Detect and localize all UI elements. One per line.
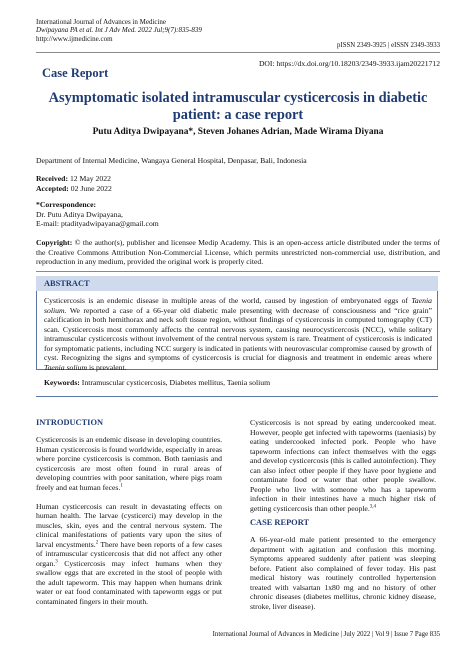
- intro-p2-text: Human cysticercosis can result in devastating effects on human health. The larvae (cysticerci) may develop in the muscles, skin, eyes and the central nervous system. The clinical manifestations of patients vary upon the sites of larval encystments.: [36, 501, 222, 549]
- keywords: [44, 378, 432, 388]
- abstract-rule: [36, 396, 438, 397]
- intro-p2b-ref: 3: [55, 558, 58, 564]
- title-line-1: Asymptomatic isolated intramuscular cysticercosis in diabetic: [48, 90, 428, 106]
- title-line-2: patient: a case report: [172, 107, 304, 123]
- right-p1-ref: 3,4: [369, 503, 377, 509]
- journal-name: International Journal of Advances in Medicine: [36, 18, 167, 26]
- correspondence-email[interactable]: E-mail: ptadityadwipayana@gmail.com: [36, 219, 159, 228]
- page-footer: International Journal of Advances in Medicine | July 2022 | Vol 9 | Issue 7 Page 835: [212, 631, 440, 638]
- intro-p2-ref: 2: [95, 539, 99, 545]
- accepted-label: Accepted:: [36, 183, 69, 193]
- copyright: [36, 238, 440, 267]
- article-title: [36, 90, 440, 124]
- abstract-species-2: Taenia solium: [44, 362, 88, 372]
- citation: Dwipayana PA et al. Int J Adv Med. 2022 Jul;9(7):835-839: [36, 26, 202, 35]
- right-p1-text: Cysticercosis is not spread by eating undercooked meat. However, people get infected with tapeworms (taeniasis) by eating undercooked infected pork. People who have tapeworm infections can infect themselves with the eggs and develop cysticercosis (this is called autoinfection). They can also infect other people if they have poor hygiene and contaminate food or water that other people swallow. People who live with someone who has a tapeworm infection in their intestines have a much higher risk of getting cysticercosis than other people.: [250, 418, 437, 513]
- introduction-column: [36, 435, 222, 616]
- correspondence: [36, 200, 336, 229]
- case-report-heading: CASE REPORT: [250, 518, 310, 527]
- abstract-text: [44, 296, 432, 372]
- copyright-label: Copyright:: [36, 238, 73, 247]
- journal-url[interactable]: http://www.ijmedicine.com: [36, 34, 113, 43]
- case-report-column: [250, 535, 436, 621]
- keywords-text: Intramuscular cysticercosis, Diabetes mellitus, Taenia solium: [81, 378, 271, 387]
- right-column: [250, 418, 436, 523]
- abstract-part-2: We reported a case of a 66-year old diabetic male presenting with decrease of consciousness and “rice grain” calcification in both hemithorax and neck soft tissue region, without findings of cysticercosis in computed tomography (CT) scan. Cysticercosis most commonly affects the central nervous system, causing neurocysticercosis (NCC), while solitary intramuscular cysticercosis without involvement of the central nervous system is rare. Treatment of cysticercosis is indicated for symptomatic patients, including NCC surgery is indicated in patients with neurovascular compromise caused by growth of cyst. Recognizing the signs and symptoms of cysticercosis is crucial for diagnosis and treatment in endemic areas where: [44, 305, 432, 362]
- copyright-text: © the author(s), publisher and licensee Medip Academy. This is an open-access article distributed under the terms of the Creative Commons Attribution Non-Commercial License, which permits unrestricted non-commercial use, distribution, and reproduction in any medium, provided the original work is properly cited.: [36, 238, 441, 266]
- dates: [36, 174, 336, 193]
- doi[interactable]: DOI: https://dx.doi.org/10.18203/2349-3933.ijam20221712: [258, 59, 440, 68]
- journal-header: [36, 18, 276, 43]
- intro-paragraph-2: [36, 502, 222, 607]
- issn: pISSN 2349-3925 | eISSN 2349-3933: [337, 42, 440, 49]
- intro-paragraph-1: [36, 435, 222, 492]
- accepted-date: 02 June 2022: [70, 183, 112, 193]
- abstract-part-3: is prevalent.: [89, 362, 127, 372]
- authors: Putu Aditya Dwipayana*, Steven Johanes Adrian, Made Wirama Diyana: [92, 127, 384, 137]
- received-date: 12 May 2022: [69, 174, 111, 183]
- copyright-rule: [36, 271, 440, 272]
- article-type: Case Report: [42, 66, 109, 80]
- keywords-label: Keywords:: [44, 378, 80, 387]
- right-paragraph-1: [250, 418, 436, 513]
- intro-p2c-text: Cysticercosis may infect humans when they swallow eggs that are excreted in the stool of people with the adult tapeworm. This may happen when humans drink water or eat food contaminated with tapeworm eggs or put contaminated fingers in their mouth.: [36, 558, 223, 606]
- abstract-part-1: Cysticercosis is an endemic disease in multiple areas of the world, caused by ingestion of embryonated eggs of: [44, 296, 409, 305]
- intro-p2b-text: There have been reports of a few cases of intramuscular cysticercosis that did not affect any other organ.: [36, 539, 222, 568]
- affiliation: Department of Internal Medicine, Wangaya General Hospital, Denpasar, Bali, Indonesia: [36, 156, 307, 165]
- abstract-species-1: Taenia solium.: [44, 296, 433, 315]
- header-rule: [36, 52, 440, 53]
- received-label: Received:: [36, 174, 69, 183]
- case-paragraph-1: A 66-year-old male patient presented to the emergency department with agitation and confusion this morning. Symptoms appeared suddenly after patient was sleeping before. Patient also complained of fever today. His past medical history was routinely controlled hypertension treated with valsartan 1x80 mg and no history of other chronic diseases (diabetes mellitus, chronic kidney disease, stroke, liver disease).: [250, 535, 436, 611]
- intro-p1-ref: 1: [120, 482, 123, 488]
- abstract-heading: ABSTRACT: [36, 276, 438, 291]
- intro-p1-text: Cysticercosis is an endemic disease in developing countries. Human cysticercosis is found worldwide, especially in areas where porcine cysticercosis is common. Both taeniasis and cysticercosis are most often found in rural areas of developing countries with poor sanitation, where pigs roam freely and eat human feces.: [36, 435, 222, 492]
- correspondence-label: *Correspondence:: [36, 200, 97, 209]
- correspondence-name: Dr. Putu Aditya Dwipayana,: [36, 209, 123, 219]
- introduction-heading: INTRODUCTION: [36, 418, 104, 427]
